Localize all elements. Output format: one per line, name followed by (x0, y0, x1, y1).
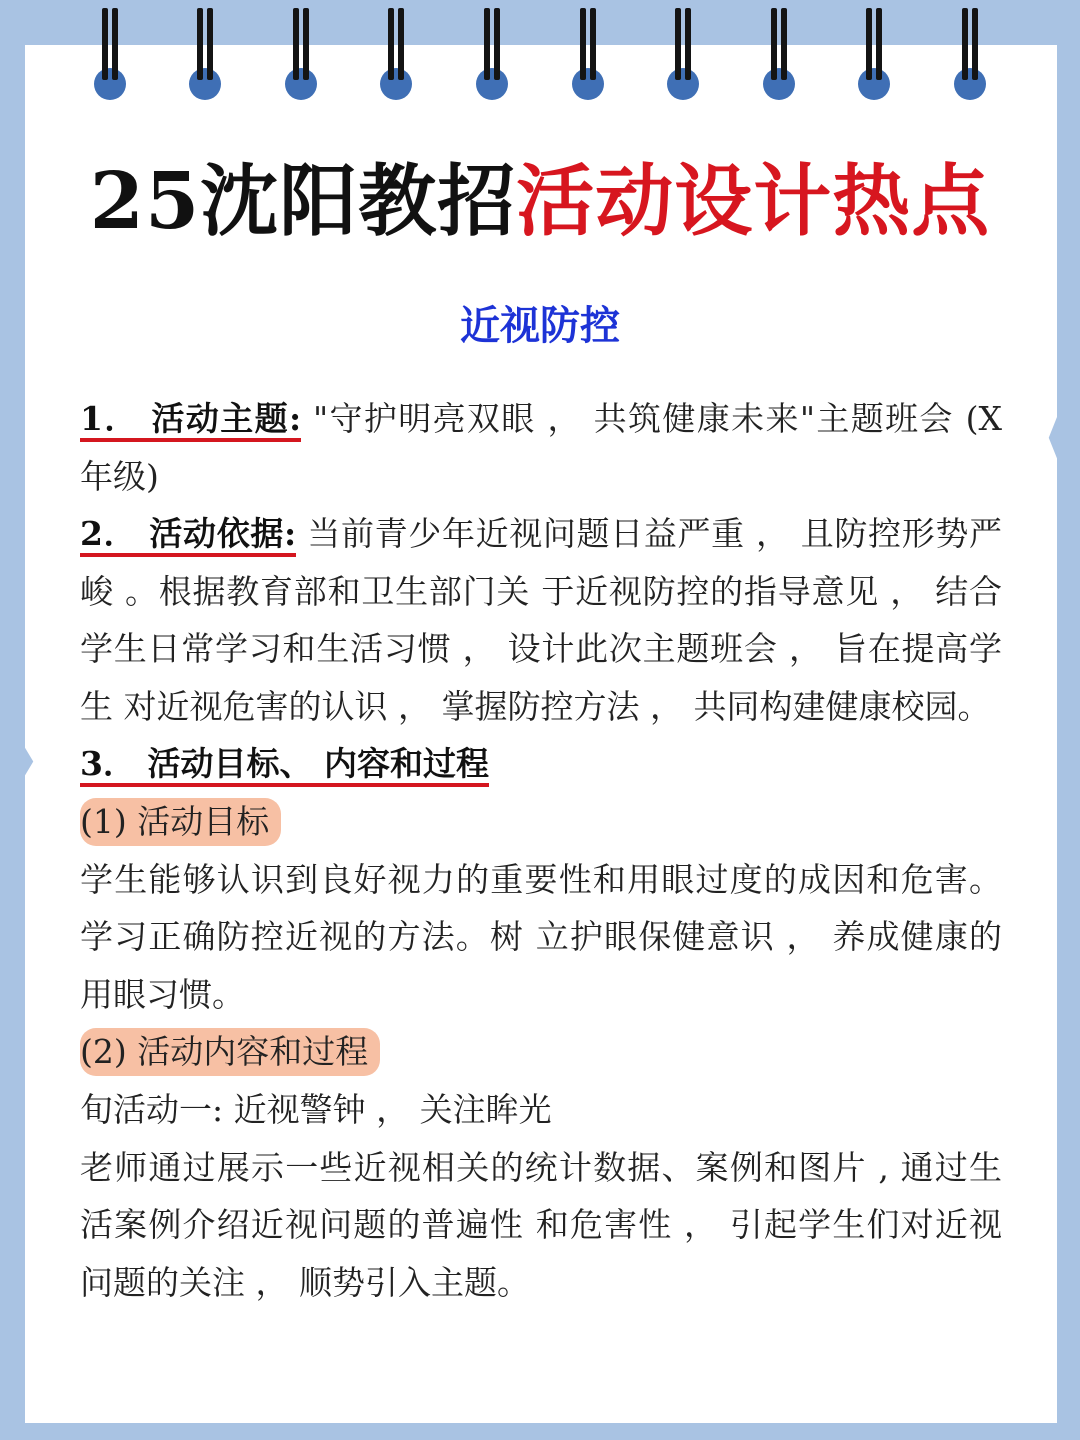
activity-text: 老师通过展示一些近视相关的统计数据、案例和图片 , 通过生活案例介绍近视问题的普遍性 和危害性 ， 引起学生们对近视问题的关注 ， 顺势引入主题。 (80, 1147, 1002, 1302)
subsection-label: (1) 活动目标 (80, 798, 281, 846)
page-subtitle: 近视防控 (460, 302, 620, 349)
section-heading: 3． 活动目标、 内容和过程 (80, 744, 489, 787)
section-heading: 1． 活动主题: (80, 399, 301, 442)
section-goals-content-process (80, 735, 1002, 793)
binding-ring-icon (858, 8, 890, 103)
section-text: "守护明亮双眼 ， 共筑健康未来"主题班会 (X 年级) (80, 399, 1002, 496)
section-basis (80, 505, 1002, 735)
title-black: 25沈阳教招 (89, 156, 517, 247)
document-body (80, 390, 1002, 1311)
binding-ring-icon (189, 8, 221, 103)
binding-ring-icon (476, 8, 508, 103)
binding-ring-icon (94, 8, 126, 103)
subsection-label: (2) 活动内容和过程 (80, 1028, 380, 1076)
binding-ring-icon (763, 8, 795, 103)
goal-text: 学生能够认识到良好视力的重要性和用眼过度的成因和危害。学习正确防控近视的方法。树 立护眼保健意识 ， 养成健康的用眼习惯。 (80, 859, 1002, 1014)
binding-ring-icon (380, 8, 412, 103)
activity-title: 旬活动一: 近视警钟 ， 关注眸光 (80, 1090, 552, 1129)
binding-ring-icon (954, 8, 986, 103)
section-theme (80, 390, 1002, 505)
section-heading: 2． 活动依据: (80, 514, 296, 557)
binding-ring-icon (667, 8, 699, 103)
title-red: 活动设计热点 (516, 156, 991, 247)
section-text: 当前青少年近视问题日益严重 ， 且防控形势严峻 。根据教育部和卫生部门关 于近视防控的指导意见 ， 结合学生日常学习和生活习惯 ， 设计此次主题班会 ， 旨在提高学生 对近视危害的认识 ， 掌握防控方法 ， 共同构建健康校园。 (80, 514, 1002, 726)
binding-ring-icon (572, 8, 604, 103)
spiral-binding (0, 0, 1080, 110)
binding-ring-icon (285, 8, 317, 103)
page-title (0, 150, 1080, 254)
